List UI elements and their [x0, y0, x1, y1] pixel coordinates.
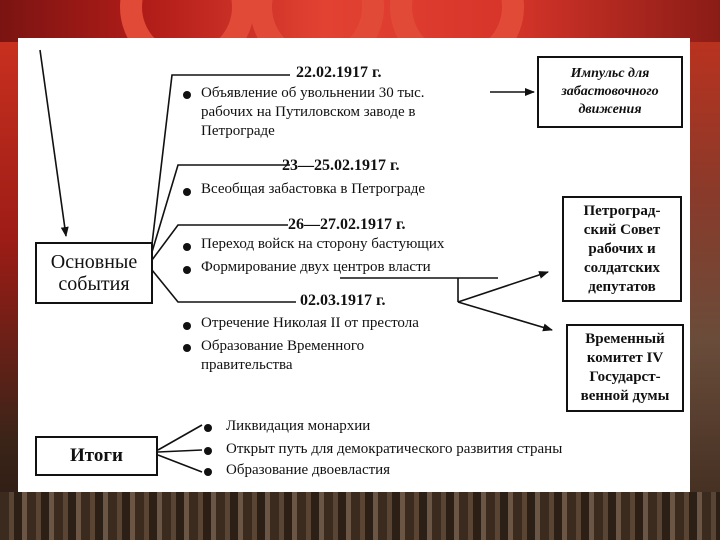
main-events-box: [35, 242, 153, 304]
result-item-1: Ликвидация монархии: [226, 418, 371, 434]
petrograd-soviet-label: Петроград- ский Совет рабочих и солдатских депутатов: [583, 202, 661, 295]
event-date-3: 26—27.02.1917 г.: [288, 216, 406, 233]
arrow-to-soviet: [458, 272, 548, 302]
results-branch: [158, 450, 202, 452]
results-label: Итоги: [70, 445, 123, 466]
results-branch: [158, 425, 202, 450]
provisional-committee-label: Временный комитет IV Государст- венной думы: [580, 331, 670, 404]
bullet-icon: [183, 322, 191, 330]
event-item-3b-prefix: Формирование: [201, 259, 301, 275]
event-date-1: 22.02.1917 г.: [296, 64, 382, 81]
event-item-3b: [201, 258, 431, 277]
results-branch: [158, 455, 202, 472]
petrograd-soviet-box: [562, 196, 682, 302]
bullet-icon: [183, 91, 191, 99]
result-item-3: Образование двоевластия: [226, 462, 391, 478]
bullet-icon: [183, 243, 191, 251]
two-centers-of-power: двух центров власти: [300, 259, 431, 275]
bullet-icon: [204, 447, 212, 455]
bullet-icon: [183, 344, 191, 352]
result-item-2: Открыт путь для демократического развития страны: [226, 441, 563, 457]
main-events-label: Основные события: [50, 251, 138, 295]
event-item-4b: Образование Временного правительства: [201, 338, 365, 373]
event-item-4a: Отречение Николая II от престола: [201, 315, 419, 331]
event-item-1: Объявление об увольнении 30 тыс. рабочих на Путиловском заводе в Петрограде: [201, 85, 425, 139]
event-date-4: 02.03.1917 г.: [300, 292, 386, 309]
impulse-label: Импульс для забастовочного движения: [561, 66, 659, 117]
event-item-3a: Переход войск на сторону бастующих: [201, 236, 445, 252]
provisional-committee-box: [566, 324, 684, 412]
arrow-into-main-events: [40, 50, 66, 236]
event-date-2: 23—25.02.1917 г.: [282, 157, 400, 174]
event-item-2: Всеобщая забастовка в Петрограде: [201, 181, 426, 197]
impulse-box: [537, 56, 683, 128]
bullet-icon: [183, 188, 191, 196]
results-box: [35, 436, 158, 476]
bullet-icon: [183, 266, 191, 274]
bullet-icon: [204, 424, 212, 432]
bullet-icon: [204, 468, 212, 476]
arrow-to-committee: [458, 302, 552, 330]
